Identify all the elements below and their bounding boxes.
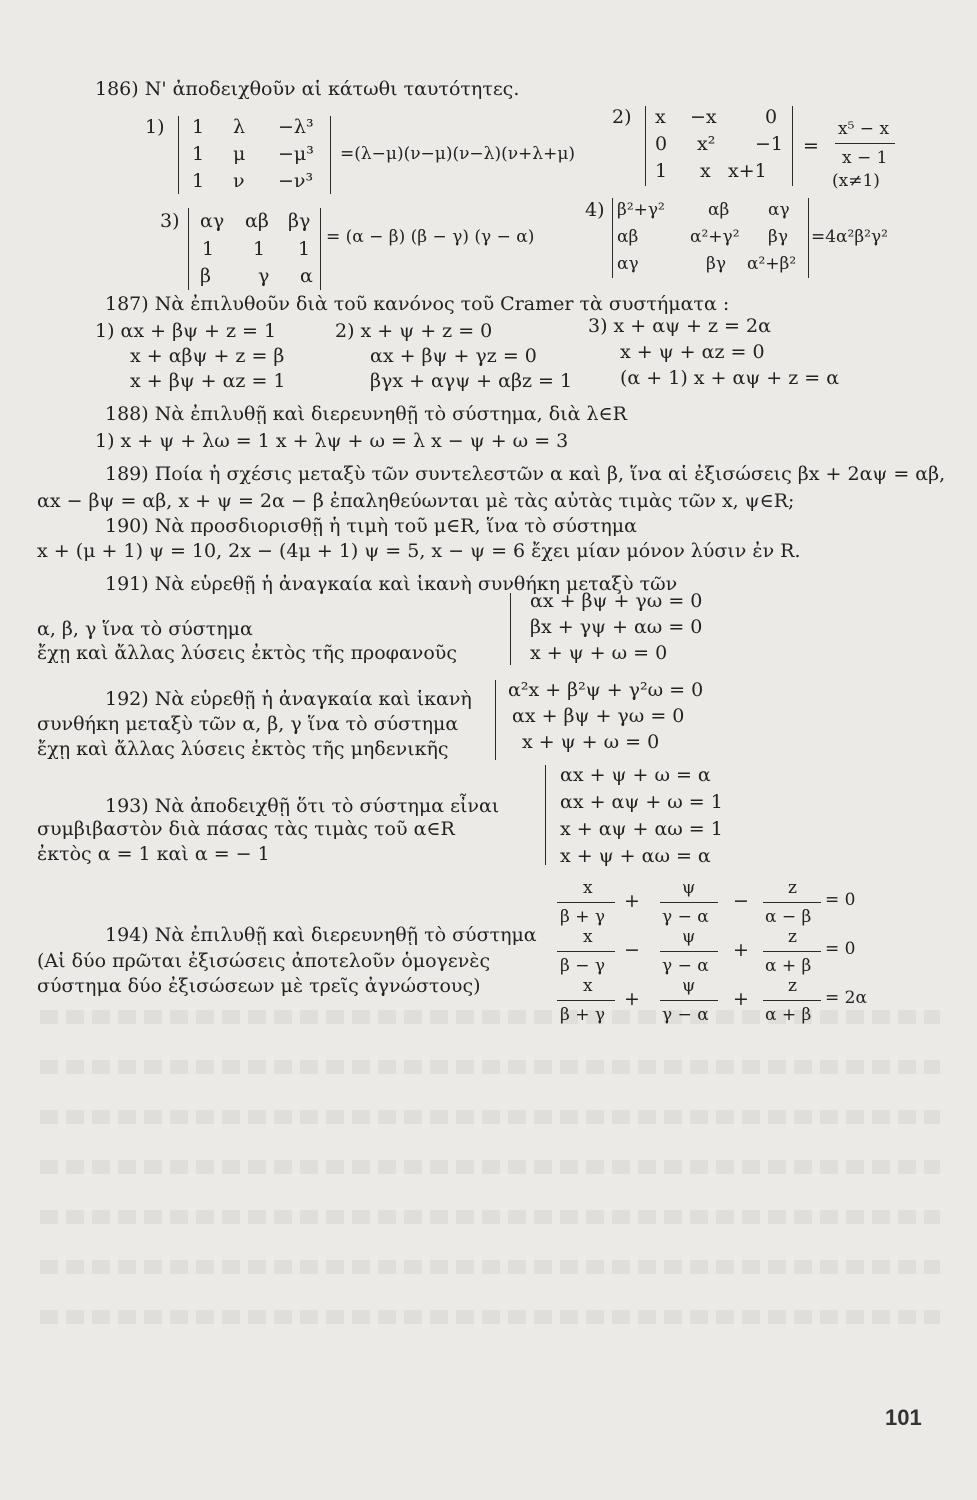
fraction-numerator: ψ xyxy=(682,878,696,898)
det-cell: x² xyxy=(697,133,716,155)
page-number: 101 xyxy=(885,1405,922,1430)
det-cell: x xyxy=(700,160,711,182)
det-cell: −λ³ xyxy=(278,116,314,138)
system-eq: αx + βψ + γω = 0 xyxy=(512,705,685,727)
fraction-bar xyxy=(835,143,895,144)
identity-4-label: 4) xyxy=(585,199,605,221)
fraction-bar xyxy=(557,902,615,903)
fraction-numerator: x xyxy=(583,927,593,947)
determinant-bar xyxy=(808,198,809,278)
bleed-through-texture xyxy=(40,1060,940,1074)
det-cell: αγ xyxy=(617,254,639,274)
fraction-numerator: x⁵ − x xyxy=(838,119,890,139)
fraction-numerator: x xyxy=(583,878,593,898)
det-cell: 1 xyxy=(192,116,205,138)
fraction-numerator: x xyxy=(583,976,593,996)
exercise-193-text: ἐκτὸς α = 1 καὶ α = − 1 xyxy=(37,843,270,865)
determinant-bar xyxy=(188,208,189,290)
system-eq: αx + ψ + ω = α xyxy=(560,764,711,786)
system-eq: x + ψ + ω = 0 xyxy=(530,642,668,664)
fraction-numerator: z xyxy=(788,927,797,947)
det-cell: 1 xyxy=(202,238,215,260)
fraction-denominator: α + β xyxy=(765,1005,812,1025)
det-cell: μ xyxy=(233,143,246,165)
det-cell: 0 xyxy=(765,106,778,128)
determinant-bar xyxy=(645,106,646,186)
operator: − xyxy=(624,939,640,961)
system-eq: x + ψ + ω = 0 xyxy=(522,731,660,753)
fraction-numerator: z xyxy=(788,976,797,996)
det-cell: αβ xyxy=(617,227,639,247)
bleed-through-texture xyxy=(40,1160,940,1174)
system-2-eq: 2) x + ψ + z = 0 xyxy=(335,320,493,342)
fraction-numerator: ψ xyxy=(682,976,696,996)
system-3-eq: (α + 1) x + αψ + z = α xyxy=(620,367,840,389)
exercise-194-text: σύστημα δύο ἐξισώσεων μὲ τρεῖς ἀγνώστους) xyxy=(37,975,481,997)
system-eq: αx + βψ + γω = 0 xyxy=(530,590,703,612)
exercise-194-text: (Αἱ δύο πρῶται ἐξισώσεις ἀποτελοῦν ὁμογενὲς xyxy=(37,950,491,972)
exercise-193-text: συμβιβαστὸν διὰ πάσας τὰς τιμὰς τοῦ α∈R xyxy=(37,818,455,840)
fraction-denominator: β − γ xyxy=(560,956,606,976)
system-bar xyxy=(545,765,546,865)
system-1-eq: 1) αx + βψ + z = 1 xyxy=(95,320,277,342)
fraction-denominator: x − 1 xyxy=(842,148,888,168)
system-1-eq: x + βψ + αz = 1 xyxy=(130,370,286,392)
fraction-bar xyxy=(660,1000,718,1001)
equation-rhs: = 0 xyxy=(825,939,856,959)
bleed-through-texture xyxy=(40,1210,940,1224)
det-cell: 1 xyxy=(253,238,266,260)
det-cell: αβ xyxy=(245,210,269,232)
equation-rhs: = 2α xyxy=(825,988,867,1008)
exercise-192-text: συνθήκη μεταξὺ τῶν α, β, γ ἵνα τὸ σύστημα xyxy=(37,713,459,735)
system-eq: βx + γψ + αω = 0 xyxy=(530,616,703,638)
system-2-eq: αx + βψ + γz = 0 xyxy=(370,345,537,367)
exercise-192-text: ἔχῃ καὶ ἄλλας λύσεις ἐκτὸς τῆς μηδενικῆς xyxy=(37,738,449,760)
system-2-eq: βγx + αγψ + αβz = 1 xyxy=(370,370,573,392)
det-cell: −ν³ xyxy=(278,170,314,192)
det-cell: α²+β² xyxy=(747,254,797,274)
exercise-189-line2: αx − βψ = αβ, x + ψ = 2α − β ἐπαληθεύωνται μὲ τὰς αὐτὰς τιμὰς τῶν x, ψ∈R; xyxy=(37,490,795,512)
fraction-denominator: γ − α xyxy=(662,956,709,976)
det-cell: αγ xyxy=(768,200,790,220)
exercise-191-text: α, β, γ ἵνα τὸ σύστημα xyxy=(37,618,253,640)
operator: + xyxy=(624,988,640,1010)
fraction-bar xyxy=(763,1000,821,1001)
det-cell: α²+γ² xyxy=(690,227,740,247)
fraction-bar xyxy=(660,902,718,903)
fraction-bar xyxy=(557,951,615,952)
equation-rhs: = 0 xyxy=(825,890,856,910)
system-1-eq: x + αβψ + z = β xyxy=(130,345,285,367)
system-eq: αx + αψ + ω = 1 xyxy=(560,791,723,813)
identity-3-rhs: = (α − β) (β − γ) (γ − α) xyxy=(326,227,535,247)
bleed-through-texture xyxy=(40,1310,940,1324)
exercise-186-heading: 186) Ν' ἀποδειχθοῦν αἱ κάτωθι ταυτότητες. xyxy=(95,78,520,100)
system-bar xyxy=(495,680,496,760)
det-cell: λ xyxy=(233,116,246,138)
exercise-190-line1: 190) Νὰ προσδιορισθῇ ἡ τιμὴ τοῦ μ∈R, ἵνα τὸ σύστημα xyxy=(105,515,637,537)
det-cell: 1 xyxy=(192,143,205,165)
operator: + xyxy=(733,988,749,1010)
fraction-denominator: β + γ xyxy=(560,1005,606,1025)
determinant-bar xyxy=(612,198,613,278)
fraction-bar xyxy=(763,951,821,952)
operator: + xyxy=(624,890,640,912)
determinant-bar xyxy=(792,106,793,186)
fraction-denominator: γ − α xyxy=(662,1005,709,1025)
system-eq: x + αψ + αω = 1 xyxy=(560,818,723,840)
det-cell: −μ³ xyxy=(278,143,314,165)
exercise-191-heading: 191) Νὰ εὑρεθῇ ἡ ἀναγκαία καὶ ἱκανὴ συνθήκη μεταξὺ τῶν xyxy=(105,573,678,595)
det-cell: −x xyxy=(690,106,717,128)
det-cell: βγ xyxy=(288,210,311,232)
fraction-numerator: ψ xyxy=(682,927,696,947)
det-cell: βγ xyxy=(706,254,726,274)
det-cell: 1 xyxy=(655,160,668,182)
fraction-denominator: γ − α xyxy=(662,907,709,927)
det-cell: 0 xyxy=(655,133,668,155)
det-cell: ν xyxy=(233,170,245,192)
bleed-through-texture xyxy=(40,1260,940,1274)
exercise-190-line2: x + (μ + 1) ψ = 10, 2x − (4μ + 1) ψ = 5, x − ψ = 6 ἔχει μίαν μόνον λύσιν ἐν R. xyxy=(37,540,801,562)
fraction-bar xyxy=(557,1000,615,1001)
operator: − xyxy=(733,890,749,912)
det-cell: γ xyxy=(258,265,270,287)
det-cell: x xyxy=(655,106,666,128)
fraction-bar xyxy=(660,951,718,952)
det-cell: β xyxy=(200,265,211,287)
system-3-eq: 3) x + αψ + z = 2α xyxy=(588,315,771,337)
condition: (x≠1) xyxy=(832,171,880,191)
exercise-193-text: 193) Νὰ ἀποδειχθῇ ὅτι τὸ σύστημα εἶναι xyxy=(105,795,500,817)
exercise-188-system: 1) x + ψ + λω = 1 x + λψ + ω = λ x − ψ + ω = 3 xyxy=(95,430,569,452)
determinant-bar xyxy=(330,116,331,194)
identity-3-label: 3) xyxy=(160,210,180,232)
fraction-numerator: z xyxy=(788,878,797,898)
identity-4-rhs: =4α²β²γ² xyxy=(811,227,888,247)
identity-1-rhs: =(λ−μ)(ν−μ)(ν−λ)(ν+λ+μ) xyxy=(340,144,575,164)
det-cell: βγ xyxy=(768,227,788,247)
identity-2-label: 2) xyxy=(612,106,632,128)
system-3-eq: x + ψ + αz = 0 xyxy=(620,341,765,363)
exercise-194-text: 194) Νὰ ἐπιλυθῇ καὶ διερευνηθῇ τὸ σύστημα xyxy=(105,924,537,946)
fraction-bar xyxy=(763,902,821,903)
det-cell: 1 xyxy=(298,238,311,260)
det-cell: α xyxy=(300,265,313,287)
determinant-bar xyxy=(320,208,321,290)
fraction-denominator: α − β xyxy=(765,907,812,927)
exercise-189-line1: 189) Ποία ἡ σχέσις μεταξὺ τῶν συντελεστῶν α καὶ β, ἵνα αἱ ἐξισώσεις βx + 2αψ = αβ, xyxy=(105,463,946,485)
system-bar xyxy=(510,593,511,665)
exercise-188-heading: 188) Νὰ ἐπιλυθῇ καὶ διερευνηθῇ τὸ σύστημα, διὰ λ∈R xyxy=(105,403,627,425)
operator: + xyxy=(733,939,749,961)
system-eq: α²x + β²ψ + γ²ω = 0 xyxy=(508,679,704,701)
det-cell: −1 xyxy=(755,133,784,155)
system-eq: x + ψ + αω = α xyxy=(560,845,711,867)
exercise-191-text: ἔχῃ καὶ ἄλλας λύσεις ἐκτὸς τῆς προφανοῦς xyxy=(37,642,457,664)
bleed-through-texture xyxy=(40,1110,940,1124)
det-cell: αβ xyxy=(708,200,730,220)
det-cell: αγ xyxy=(200,210,225,232)
det-cell: x+1 xyxy=(728,160,767,182)
fraction-denominator: β + γ xyxy=(560,907,606,927)
det-cell: β²+γ² xyxy=(617,200,665,220)
identity-1-label: 1) xyxy=(145,116,165,138)
det-cell: 1 xyxy=(192,170,205,192)
exercise-187-heading: 187) Νὰ ἐπιλυθοῦν διὰ τοῦ κανόνος τοῦ Cramer τὰ συστήματα : xyxy=(105,293,730,315)
determinant-bar xyxy=(178,116,179,194)
fraction-denominator: α + β xyxy=(765,956,812,976)
exercise-192-text: 192) Νὰ εὑρεθῇ ἡ ἀναγκαία καὶ ἱκανὴ xyxy=(105,688,472,710)
identity-2-equals: = xyxy=(803,135,819,157)
